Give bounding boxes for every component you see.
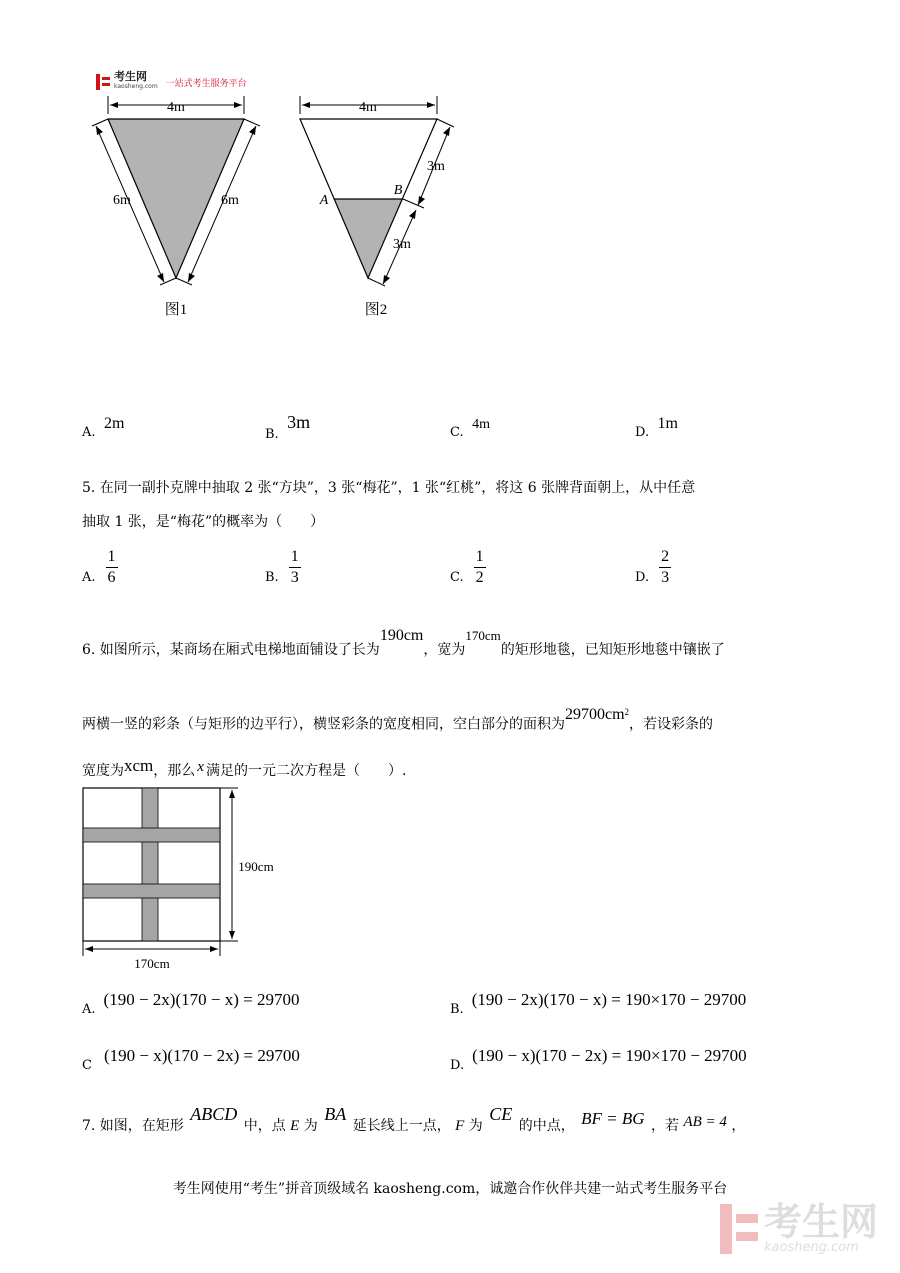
- text: ，若: [651, 1118, 680, 1134]
- option-letter: A.: [82, 570, 96, 585]
- q6-option-d[interactable]: [450, 1046, 747, 1073]
- q5-option-d[interactable]: [635, 548, 671, 587]
- logo-sub: kaosheng.com: [114, 83, 158, 90]
- option-letter: A.: [82, 1002, 96, 1017]
- watermark: [720, 1200, 878, 1255]
- fig2-top-label: 4m: [359, 100, 377, 115]
- option-letter: B.: [265, 427, 279, 442]
- vertical-stripe: [142, 788, 158, 941]
- text: 的矩形地毯，已知矩形地毯中镶嵌了: [500, 642, 725, 658]
- q5-option-a[interactable]: [82, 548, 118, 587]
- text: ，: [731, 1118, 746, 1134]
- fraction: [106, 548, 118, 587]
- numerator: 2: [661, 548, 670, 565]
- watermark-sub: kaosheng.com: [763, 1240, 859, 1255]
- option-expression: (190 − 2x)(170 − x) = 29700: [103, 990, 300, 1009]
- q4-option-c[interactable]: [450, 417, 490, 443]
- option-letter: D.: [635, 570, 650, 585]
- denominator: 2: [475, 569, 484, 586]
- math-text: BA: [324, 1104, 347, 1124]
- fraction: [289, 548, 301, 587]
- text: ，若设彩条的: [629, 716, 714, 733]
- option-letter: D.: [450, 1058, 465, 1073]
- q6-option-b[interactable]: [450, 990, 746, 1017]
- numerator: 1: [107, 548, 116, 565]
- carpet-width-label: 170cm: [134, 956, 170, 971]
- q4-option-d[interactable]: [635, 415, 678, 443]
- figure-1: [80, 90, 280, 330]
- denominator: 3: [290, 569, 299, 586]
- fig1-top-label: 4m: [167, 100, 185, 115]
- text: 两横一竖的彩条（与矩形的边平行），横竖彩条的宽度相同，空白部分的面积为: [82, 716, 565, 733]
- math-text: E: [290, 1118, 300, 1134]
- option-value: 3m: [287, 412, 311, 432]
- text: 满足的一元二次方程是（ ）.: [205, 763, 407, 779]
- text: 29700cm: [565, 705, 625, 723]
- carpet-figure: [80, 782, 290, 972]
- text: 为: [468, 1118, 483, 1134]
- q5-stem-line1: 5. 在同一副扑克牌中抽取 2 张“方块”，3 张“梅花”，1 张“红桃”，将这 6 张牌背面朝上，从中任意: [82, 480, 696, 496]
- fig1-left-label: 6m: [113, 193, 131, 208]
- q4-option-b[interactable]: [265, 412, 311, 445]
- fig2-point-a: A: [319, 193, 329, 208]
- text: 190cm: [379, 627, 424, 644]
- text: x: [197, 759, 204, 775]
- option-expression: (190 − 2x)(170 − x) = 190×170 − 29700: [471, 990, 747, 1009]
- text: ，宽为: [423, 642, 466, 658]
- text: 延长线上一点，: [352, 1118, 451, 1134]
- math-text: F: [455, 1118, 465, 1134]
- option-expression: (190 − x)(170 − 2x) = 190×170 − 29700: [472, 1046, 747, 1065]
- text: 6. 如图所示，某商场在厢式电梯地面铺设了长为: [82, 642, 380, 658]
- q5-option-c[interactable]: [450, 548, 486, 587]
- math-text: CE: [489, 1104, 513, 1124]
- carpet-height-label: 190cm: [238, 859, 274, 874]
- q5-stem-line2: 抽取 1 张，是“梅花”的概率为（ ）: [82, 514, 325, 530]
- fig2-upper-label: 3m: [427, 159, 445, 174]
- fig2-point-b: B: [393, 183, 403, 198]
- horizontal-stripe-2: [83, 884, 220, 898]
- math-text: ABCD: [190, 1104, 238, 1124]
- fig2-caption: 图2: [364, 302, 388, 318]
- option-letter: C: [82, 1058, 92, 1073]
- option-letter: C.: [450, 570, 464, 585]
- q4-option-a[interactable]: [82, 415, 125, 443]
- text: 2: [624, 707, 630, 717]
- text: ，那么: [153, 763, 196, 779]
- horizontal-stripe-1: [83, 828, 220, 842]
- watermark-icon: [720, 1204, 758, 1254]
- option-letter: B.: [265, 570, 279, 585]
- option-value: 4m: [472, 417, 490, 432]
- fig1-caption: 图1: [164, 302, 188, 318]
- q6-stem-line1: [82, 627, 725, 660]
- option-letter: C.: [450, 425, 464, 440]
- fraction: [659, 548, 671, 587]
- math-text: BF = BG: [581, 1109, 645, 1128]
- option-value: 2m: [103, 415, 125, 432]
- text: 170cm: [465, 628, 501, 643]
- header-logo: [96, 72, 247, 92]
- numerator: 1: [475, 548, 484, 565]
- text: 宽度为: [82, 763, 124, 779]
- text: 的中点，: [518, 1118, 575, 1134]
- watermark-text: 考生网: [763, 1200, 878, 1244]
- footer-text: 考生网使用“考生”拼音顶级域名 kaosheng.com，诚邀合作伙伴共建一站式考生服务平台: [172, 1181, 728, 1197]
- option-letter: A.: [82, 425, 96, 440]
- option-letter: D.: [635, 425, 650, 440]
- text: xcm: [124, 756, 154, 775]
- figure-2: [290, 90, 480, 330]
- option-value: 1m: [657, 415, 678, 432]
- q5-option-b[interactable]: [265, 548, 301, 587]
- fig2-lower-label: 3m: [393, 237, 411, 252]
- math-text: AB = 4: [683, 1114, 727, 1130]
- numerator: 1: [290, 548, 299, 565]
- text: 中，点: [243, 1118, 286, 1134]
- logo-icon: [96, 74, 110, 90]
- option-letter: B.: [450, 1002, 464, 1017]
- q6-stem-line3: [82, 756, 407, 781]
- fig1-right-label: 6m: [221, 193, 239, 208]
- q6-option-c[interactable]: [82, 1046, 300, 1073]
- text: 7. 如图，在矩形: [82, 1118, 184, 1134]
- logo-tagline: 一站式考生服务平台: [165, 78, 247, 89]
- logo-text: 考生网: [114, 70, 147, 83]
- q6-option-a[interactable]: [82, 990, 299, 1017]
- option-expression: (190 − x)(170 − 2x) = 29700: [103, 1046, 300, 1065]
- denominator: 3: [661, 569, 670, 586]
- denominator: 6: [107, 569, 116, 586]
- q7-stem: [82, 1104, 746, 1136]
- text: 为: [303, 1118, 318, 1134]
- q6-stem-line2: [82, 705, 714, 735]
- fraction: [474, 548, 486, 587]
